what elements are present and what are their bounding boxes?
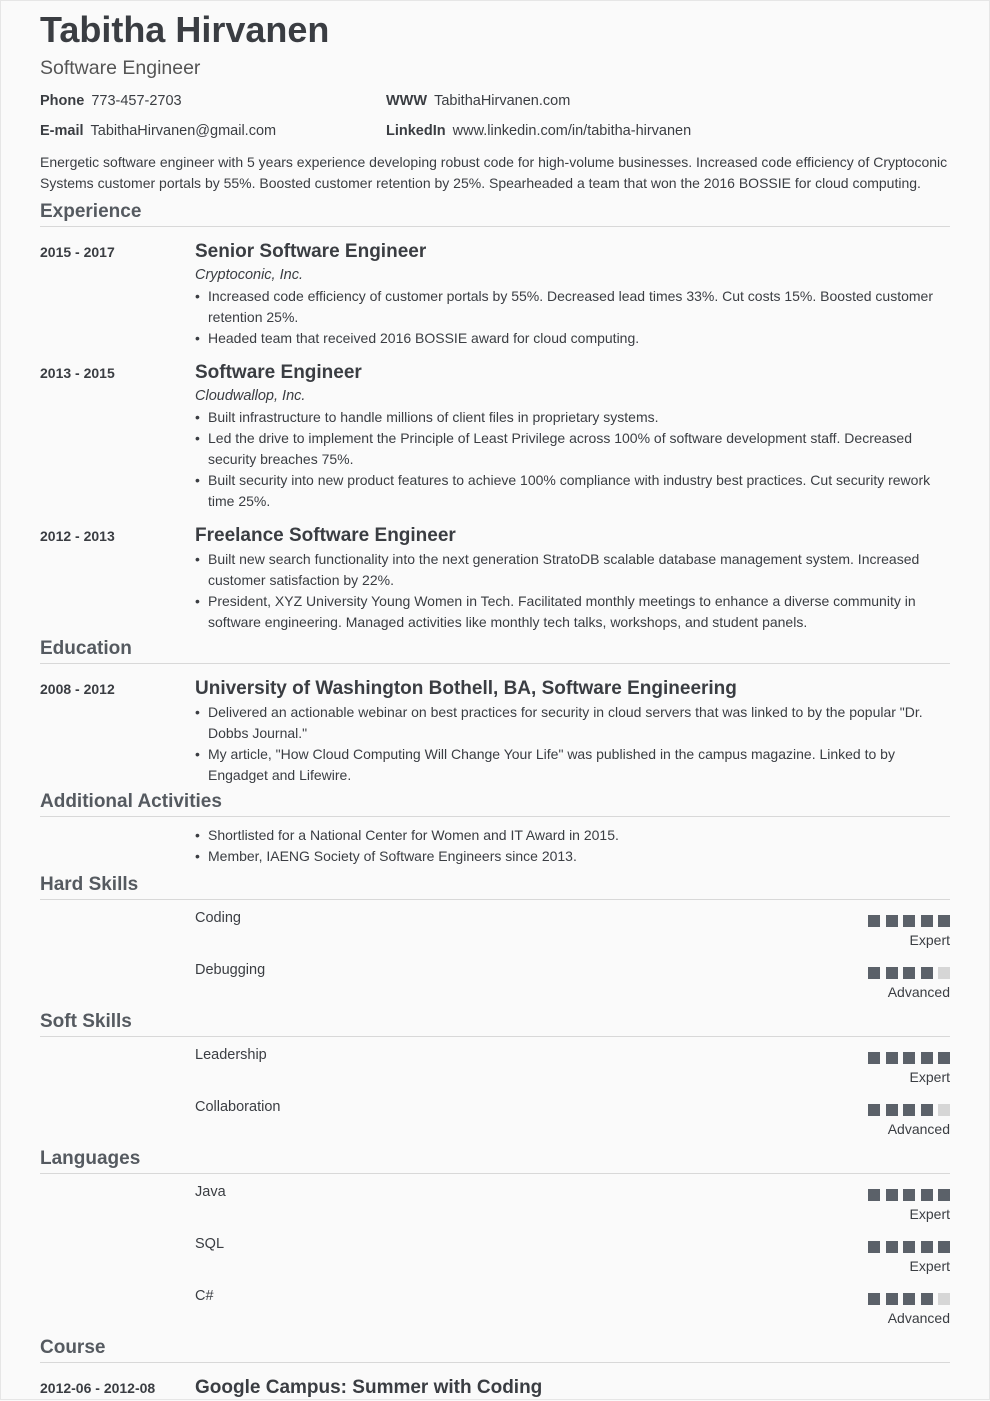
rating-square xyxy=(903,1293,915,1305)
section-heading: Languages xyxy=(40,1148,950,1174)
skill-item xyxy=(40,952,950,1004)
entry-date: 2015 - 2017 xyxy=(40,244,115,260)
entry-item xyxy=(40,360,950,512)
contact-label: LinkedIn xyxy=(386,123,446,139)
rating-square xyxy=(903,1189,915,1201)
rating-square xyxy=(921,1241,933,1253)
section-heading: Course xyxy=(40,1337,950,1363)
rating-square xyxy=(938,915,950,927)
entry-company: Cloudwallop, Inc. xyxy=(195,388,306,404)
rating-square xyxy=(921,1293,933,1305)
entry-title: Google Campus: Summer with Coding xyxy=(195,1377,543,1398)
bullet-item: • Increased code efficiency of customer portals by 55%. Decreased lead times 33%. Cut costs 15%. Boosted customer retention 25%. xyxy=(208,286,950,328)
contact-linkedin xyxy=(386,123,691,139)
entry-item xyxy=(40,523,950,633)
bullet-list xyxy=(195,825,950,867)
entry-item xyxy=(40,1375,950,1401)
skill-item xyxy=(40,1089,950,1141)
skill-name: Debugging xyxy=(195,962,266,978)
skill-rating xyxy=(868,1052,950,1064)
skill-name: Collaboration xyxy=(195,1099,281,1115)
skill-item xyxy=(40,900,950,952)
bullet-list xyxy=(195,407,950,512)
skill-rating xyxy=(868,1293,950,1305)
bullet-item: • Built security into new product features to achieve 100% compliance with industry best practices. Cut security rework time 25%. xyxy=(208,470,950,512)
skill-level: Expert xyxy=(909,1258,950,1274)
course-section xyxy=(40,1337,950,1401)
skill-name: Coding xyxy=(195,910,241,926)
contact-value[interactable]: www.linkedin.com/in/tabitha-hirvanen xyxy=(452,123,692,139)
rating-square xyxy=(938,967,950,979)
rating-square xyxy=(868,1241,880,1253)
section-heading: Experience xyxy=(40,201,950,227)
skill-rating xyxy=(868,915,950,927)
bullet-item: • Member, IAENG Society of Software Engineers since 2013. xyxy=(208,846,950,867)
entry-item xyxy=(40,239,950,349)
rating-square xyxy=(886,967,898,979)
experience-section xyxy=(40,201,950,633)
bullet-item: • My article, "How Cloud Computing Will Change Your Life" was published in the campus magazine. Linked to by Engadget and Lifewire. xyxy=(208,744,950,786)
skill-name: C# xyxy=(195,1288,214,1304)
entry-date: 2008 - 2012 xyxy=(40,681,115,697)
languages-section xyxy=(40,1148,950,1330)
skill-level: Expert xyxy=(909,932,950,948)
rating-square xyxy=(938,1189,950,1201)
rating-square xyxy=(868,967,880,979)
contact-value[interactable]: TabithaHirvanen@gmail.com xyxy=(90,123,277,139)
rating-square xyxy=(886,1052,898,1064)
bullet-item: • Shortlisted for a National Center for Women and IT Award in 2015. xyxy=(208,825,950,846)
entry-date: 2012 - 2013 xyxy=(40,528,115,544)
rating-square xyxy=(903,1104,915,1116)
skill-item xyxy=(40,1226,950,1278)
rating-square xyxy=(921,1104,933,1116)
entry-title: Software Engineer xyxy=(195,362,362,383)
contact-label: WWW xyxy=(386,93,428,109)
skill-rating xyxy=(868,1241,950,1253)
bullet-item: • Built infrastructure to handle millions of client files in proprietary systems. xyxy=(208,407,950,428)
skill-rating xyxy=(868,1189,950,1201)
skill-item xyxy=(40,1037,950,1089)
contact-value[interactable]: TabithaHirvanen.com xyxy=(434,93,571,109)
contact-www xyxy=(386,93,570,109)
skill-level: Advanced xyxy=(887,1121,950,1137)
skill-item xyxy=(40,1174,950,1226)
rating-square xyxy=(886,1104,898,1116)
rating-square xyxy=(903,915,915,927)
activities-list xyxy=(40,825,950,867)
rating-square xyxy=(886,1189,898,1201)
candidate-name: Tabitha Hirvanen xyxy=(40,9,330,50)
bullet-item: • Led the drive to implement the Principle of Least Privilege across 100% of software development staff. Decreased security breaches 75%. xyxy=(208,428,950,470)
skill-level: Advanced xyxy=(887,1310,950,1326)
skill-name: SQL xyxy=(195,1236,225,1252)
soft-skills-section xyxy=(40,1011,950,1141)
bullet-item: • Delivered an actionable webinar on best practices for security in cloud servers that was linked to by the popular "Dr. Dobbs Journal." xyxy=(208,702,950,744)
entry-company: Cryptoconic, Inc. xyxy=(195,267,303,283)
contact-label: Phone xyxy=(40,93,85,109)
skill-level: Expert xyxy=(909,1069,950,1085)
rating-square xyxy=(921,1052,933,1064)
skill-name: Java xyxy=(195,1184,226,1200)
entry-date: 2012-06 - 2012-08 xyxy=(40,1380,156,1396)
rating-square xyxy=(921,915,933,927)
candidate-title: Software Engineer xyxy=(40,57,201,79)
rating-square xyxy=(903,1241,915,1253)
bullet-list xyxy=(195,702,950,786)
entry-title: University of Washington Bothell, BA, Software Engineering xyxy=(195,678,737,699)
bullet-item: • President, XYZ University Young Women in Tech. Facilitated monthly meetings to enhance a diverse community in software engineering. Managed activities like monthly tech talks, workshops, and student panels. xyxy=(208,591,950,633)
section-heading: Additional Activities xyxy=(40,791,950,817)
entry-item xyxy=(40,676,950,786)
contact-phone xyxy=(40,93,182,109)
summary: Energetic software engineer with 5 years experience developing robust code for high-volume businesses. Increased code efficiency of Cryptoconic Systems customer portals by 55%. Boosted customer retention by 25%. Spearheaded a team that won the 2016 BOSSIE for cloud computing. xyxy=(40,154,948,191)
rating-square xyxy=(886,1241,898,1253)
rating-square xyxy=(921,1189,933,1201)
rating-square xyxy=(868,1052,880,1064)
hard-skills-section xyxy=(40,874,950,1004)
skill-name: Leadership xyxy=(195,1047,267,1063)
skill-item xyxy=(40,1278,950,1330)
entry-date: 2013 - 2015 xyxy=(40,365,115,381)
skill-level: Advanced xyxy=(887,984,950,1000)
entry-title: Freelance Software Engineer xyxy=(195,525,456,546)
rating-square xyxy=(938,1104,950,1116)
rating-square xyxy=(938,1052,950,1064)
contact-label: E-mail xyxy=(40,123,84,139)
bullet-list xyxy=(195,549,950,633)
skill-rating xyxy=(868,967,950,979)
rating-square xyxy=(868,1189,880,1201)
rating-square xyxy=(921,967,933,979)
bullet-list xyxy=(195,286,950,349)
contact-email xyxy=(40,123,276,139)
rating-square xyxy=(903,967,915,979)
rating-square xyxy=(903,1052,915,1064)
rating-square xyxy=(868,1293,880,1305)
entry-title: Senior Software Engineer xyxy=(195,241,427,262)
bullet-item: • Built new search functionality into the next generation StratoDB scalable database management system. Increased customer satisfaction by 22%. xyxy=(208,549,950,591)
education-section xyxy=(40,638,950,786)
section-heading: Education xyxy=(40,638,950,664)
bullet-item: • Headed team that received 2016 BOSSIE award for cloud computing. xyxy=(208,328,950,349)
rating-square xyxy=(938,1293,950,1305)
rating-square xyxy=(886,1293,898,1305)
section-heading: Soft Skills xyxy=(40,1011,950,1037)
section-heading: Hard Skills xyxy=(40,874,950,900)
rating-square xyxy=(868,1104,880,1116)
rating-square xyxy=(886,915,898,927)
skill-level: Expert xyxy=(909,1206,950,1222)
activities-section xyxy=(40,791,950,867)
contact-value: 773-457-2703 xyxy=(91,93,182,109)
skill-rating xyxy=(868,1104,950,1116)
rating-square xyxy=(868,915,880,927)
rating-square xyxy=(938,1241,950,1253)
